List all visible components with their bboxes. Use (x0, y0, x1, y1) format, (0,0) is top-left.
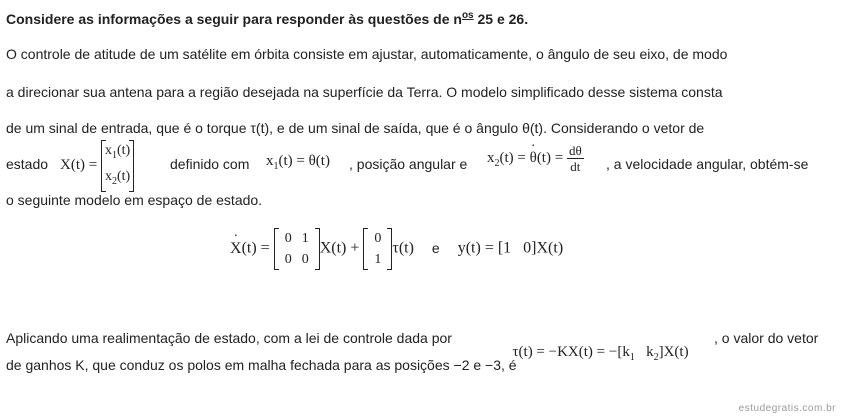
paragraph-line-4-pos: , posição angular e (349, 156, 468, 172)
and-word: e (431, 239, 440, 256)
feedback-line-2: de ganhos K, que conduz os polos em malha fechada para as posições −2 e −3, é (6, 357, 517, 373)
header (6, 10, 528, 27)
state-vector-x1: $x_1(t)$ (104, 143, 131, 161)
state-vector-x2: $x_2(t)$ (104, 168, 131, 187)
state-vector (101, 140, 134, 192)
state-space-model: X ·(t) = 0 1 0 0 X(t) + 0 1 τ(t) e y(t) = [1 0]X(t) (230, 228, 563, 270)
paragraph-line-2: a direcionar sua antena para a região desejada na superfície da Terra. O modelo simplificado desse sistema consta (6, 84, 723, 100)
feedback-line-1-start: Aplicando uma realimentação de estado, com a lei de controle dada por (6, 330, 452, 346)
x1-definition: $x_1(t) = \theta(t)$ (266, 153, 330, 172)
paragraph-line-4-start: estado (6, 156, 49, 172)
paragraph-line-1: O controle de atitude de um satélite em órbita consiste em ajustar, automaticamente, o ângulo de seu eixo, de modo (6, 46, 728, 62)
matrix-a: 0 1 0 0 (274, 228, 320, 270)
theta-dot: θ · (530, 150, 537, 167)
header-text: Considere as informações a seguir para responder às questões de n (6, 11, 462, 27)
state-vector-definition (60, 140, 134, 192)
x2-definition: $x_2(t) = \theta \cdot(t)$ = $\frac{d\theta}{dt}$ (487, 143, 584, 174)
paragraph-line-4-defined: definido com (170, 156, 250, 172)
paragraph-line-3: de um sinal de entrada, que é o torque τ(t), e de um sinal de saída, que é o ângulo θ(t). Considerando o vetor de (6, 120, 705, 136)
watermark: estudegratis.com.br (738, 403, 836, 414)
dtheta-dt-fraction: $\frac{d\theta}{dt}$ (568, 143, 582, 174)
header-numbers: 25 e 26. (473, 11, 529, 27)
x-t-plus: X(t) + (319, 239, 360, 257)
paragraph-line-5: o seguinte modelo em espaço de estado. (6, 192, 263, 208)
x-dot-lhs: X · (230, 240, 242, 258)
paragraph-line-4-end: , a velocidade angular, obtém-se (606, 156, 809, 172)
state-vector-lhs: X(t) = (60, 157, 98, 174)
header-sup: os (461, 10, 474, 21)
control-law: $\tau(t) = -KX(t) = -[k_1$ $k_2]X(t)$ (512, 344, 689, 363)
matrix-b: 0 1 (363, 228, 392, 270)
tau-t: τ(t) (392, 239, 414, 257)
output-equation: y(t) = [1 0]X(t) (457, 239, 564, 257)
feedback-line-1-end: , o valor do vetor (714, 330, 819, 346)
